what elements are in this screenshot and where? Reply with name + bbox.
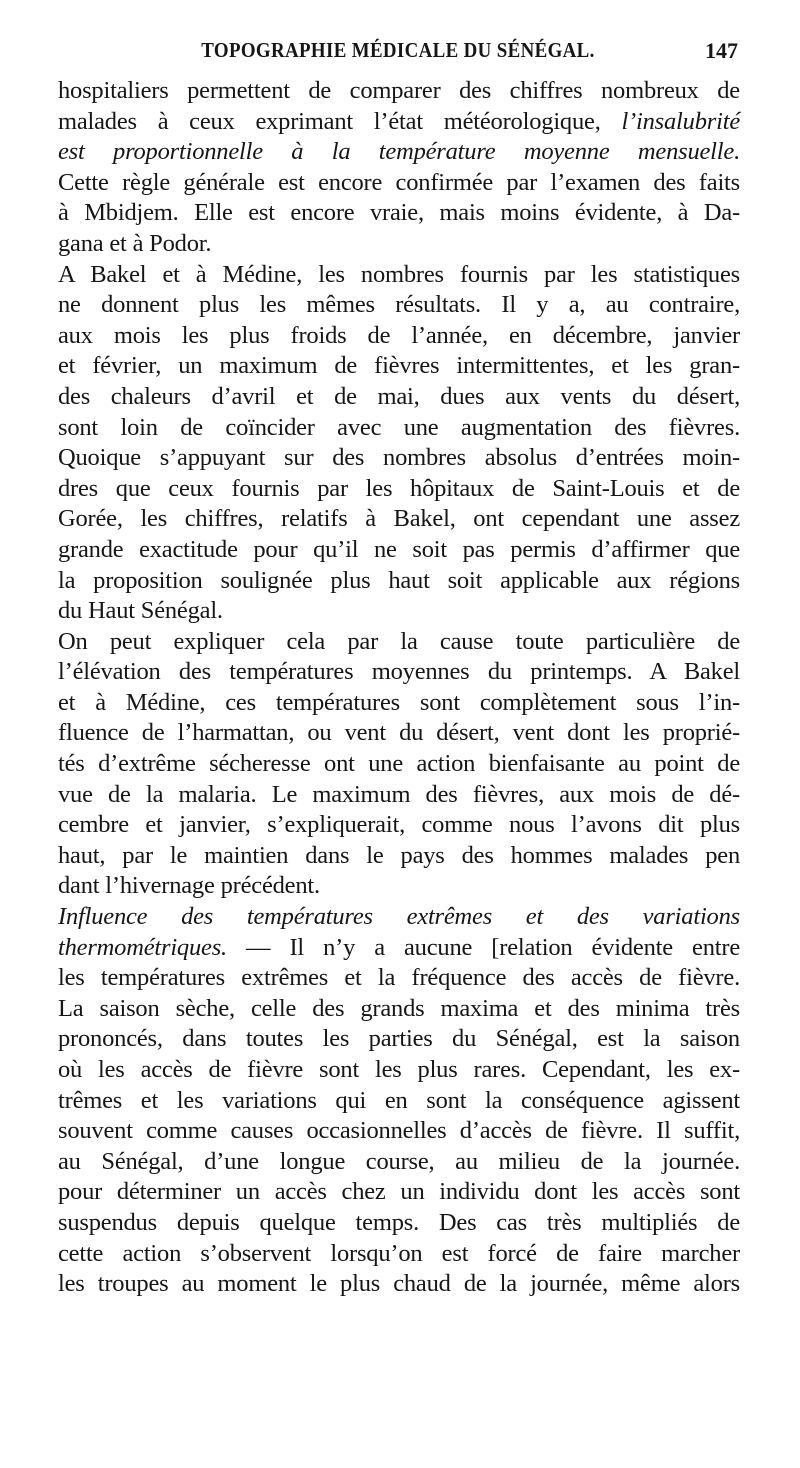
body-text (58, 76, 740, 1300)
text-line (58, 810, 740, 841)
text-line (58, 596, 740, 627)
text-line (58, 1086, 740, 1117)
text-segment: Cette règle générale est encore confirmée par l’examen des faits (58, 168, 740, 196)
text-line (58, 841, 740, 872)
italic-text: l’insalubrité (621, 107, 740, 135)
text-segment: gana et à Podor. (58, 229, 212, 257)
text-segment: des chaleurs d’avril et de mai, dues aux vents du désert, (58, 382, 740, 410)
text-segment: et février, un maximum de fièvres intermittentes, et les gran- (58, 352, 740, 380)
text-line (58, 413, 740, 444)
text-line (58, 198, 740, 229)
text-line (58, 504, 740, 535)
text-line (58, 1024, 740, 1055)
text-line (58, 443, 740, 474)
text-segment: cette action s’observent lorsqu’on est forcé de faire marcher (58, 1239, 740, 1267)
text-line (58, 688, 740, 719)
text-segment: où les accès de fièvre sont les plus rares. Cependant, les ex- (58, 1056, 740, 1083)
text-line (58, 566, 740, 597)
text-segment: prononcés, dans toutes les parties du Sénégal, est la saison (58, 1025, 740, 1053)
text-segment: dant l’hivernage précédent. (58, 872, 320, 900)
running-head (58, 38, 738, 68)
text-segment: On peut expliquer cela par la cause toute particulière de (58, 627, 740, 655)
text-segment: hospitaliers permettent de comparer des chiffres nombreux de (58, 77, 740, 104)
text-line (58, 76, 740, 107)
italic-text: thermométriques. (58, 933, 227, 961)
text-line (58, 168, 740, 199)
text-line (58, 351, 740, 382)
text-line (58, 1055, 740, 1086)
text-segment: à Mbidjem. Elle est encore vraie, mais moins évidente, à Da- (58, 199, 740, 227)
text-line (58, 1177, 740, 1208)
text-segment: A Bakel et à Médine, les nombres fournis par les statistiques (58, 260, 740, 288)
text-segment: aux mois les plus froids de l’année, en décembre, janvier (58, 321, 740, 349)
text-segment: Quoique s’appuyant sur des nombres absolus d’entrées moin- (58, 444, 740, 472)
text-segment: les températures extrêmes et la fréquence des accès de fièvre. (58, 964, 740, 992)
text-line (58, 963, 740, 994)
page-number: 147 (705, 38, 738, 63)
text-segment: cembre et janvier, s’expliquerait, comme nous l’avons dit plus (58, 811, 740, 839)
text-line (58, 229, 740, 260)
text-segment: au Sénégal, d’une longue course, au milieu de la journée. (58, 1147, 740, 1175)
text-segment: sont loin de coïncider avec une augmentation des fièvres. (58, 413, 740, 441)
text-segment: du Haut Sénégal. (58, 597, 223, 625)
text-line (58, 780, 740, 811)
text-line (58, 535, 740, 566)
text-line (58, 1269, 740, 1300)
text-line (58, 994, 740, 1025)
text-line (58, 749, 740, 780)
italic-text: Influence des températures extrêmes et des variations (58, 903, 740, 931)
text-segment: pour déterminer un accès chez un individu dont les accès sont (58, 1178, 740, 1206)
text-line (58, 260, 740, 291)
text-segment: Gorée, les chiffres, relatifs à Bakel, ont cependant une assez (58, 505, 740, 533)
text-line (58, 871, 740, 902)
text-segment: l’élévation des températures moyennes du printemps. A Bakel (58, 658, 740, 686)
text-segment: suspendus depuis quelque temps. Des cas très multipliés de (58, 1208, 740, 1236)
text-segment: — Il n’y a aucune [relation évidente entre (226, 933, 740, 961)
text-line (58, 1116, 740, 1147)
text-line (58, 107, 740, 138)
text-segment: dres que ceux fournis par les hôpitaux de Saint-Louis et de (58, 474, 740, 502)
text-segment: trêmes et les variations qui en sont la conséquence agissent (58, 1086, 740, 1114)
text-segment: les troupes au moment le plus chaud de la journée, même alors (58, 1270, 740, 1298)
text-segment: la proposition soulignée plus haut soit applicable aux régions (58, 566, 740, 594)
text-line (58, 1147, 740, 1178)
text-line (58, 902, 740, 933)
running-title: TOPOGRAPHIE MÉDICALE DU SÉNÉGAL. (201, 38, 595, 62)
text-line (58, 1208, 740, 1239)
italic-text: est proportionnelle à la température moyenne mensuelle. (58, 138, 740, 166)
text-segment: ne donnent plus les mêmes résultats. Il y a, au contraire, (58, 291, 740, 319)
text-segment: vue de la malaria. Le maximum des fièvres, aux mois de dé- (58, 780, 740, 808)
text-segment: et à Médine, ces températures sont complètement sous l’in- (58, 688, 740, 716)
text-line (58, 474, 740, 505)
text-line (58, 382, 740, 413)
text-segment: tés d’extrême sécheresse ont une action bienfaisante au point de (58, 750, 740, 778)
text-line (58, 290, 740, 321)
text-segment: haut, par le maintien dans le pays des hommes malades pen (58, 841, 740, 869)
text-line (58, 137, 740, 168)
text-line (58, 627, 740, 658)
text-segment: malades à ceux exprimant l’état météorologique, (58, 107, 622, 135)
text-segment: fluence de l’harmattan, ou vent du désert, vent dont les proprié- (58, 719, 740, 747)
text-segment: souvent comme causes occasionnelles d’accès de fièvre. Il suffit, (58, 1117, 740, 1145)
text-segment: La saison sèche, celle des grands maxima et des minima très (58, 994, 740, 1022)
text-line (58, 321, 740, 352)
text-segment: grande exactitude pour qu’il ne soit pas permis d’affirmer que (58, 535, 740, 563)
text-line (58, 933, 740, 964)
text-line (58, 657, 740, 688)
text-line (58, 718, 740, 749)
text-line (58, 1239, 740, 1270)
